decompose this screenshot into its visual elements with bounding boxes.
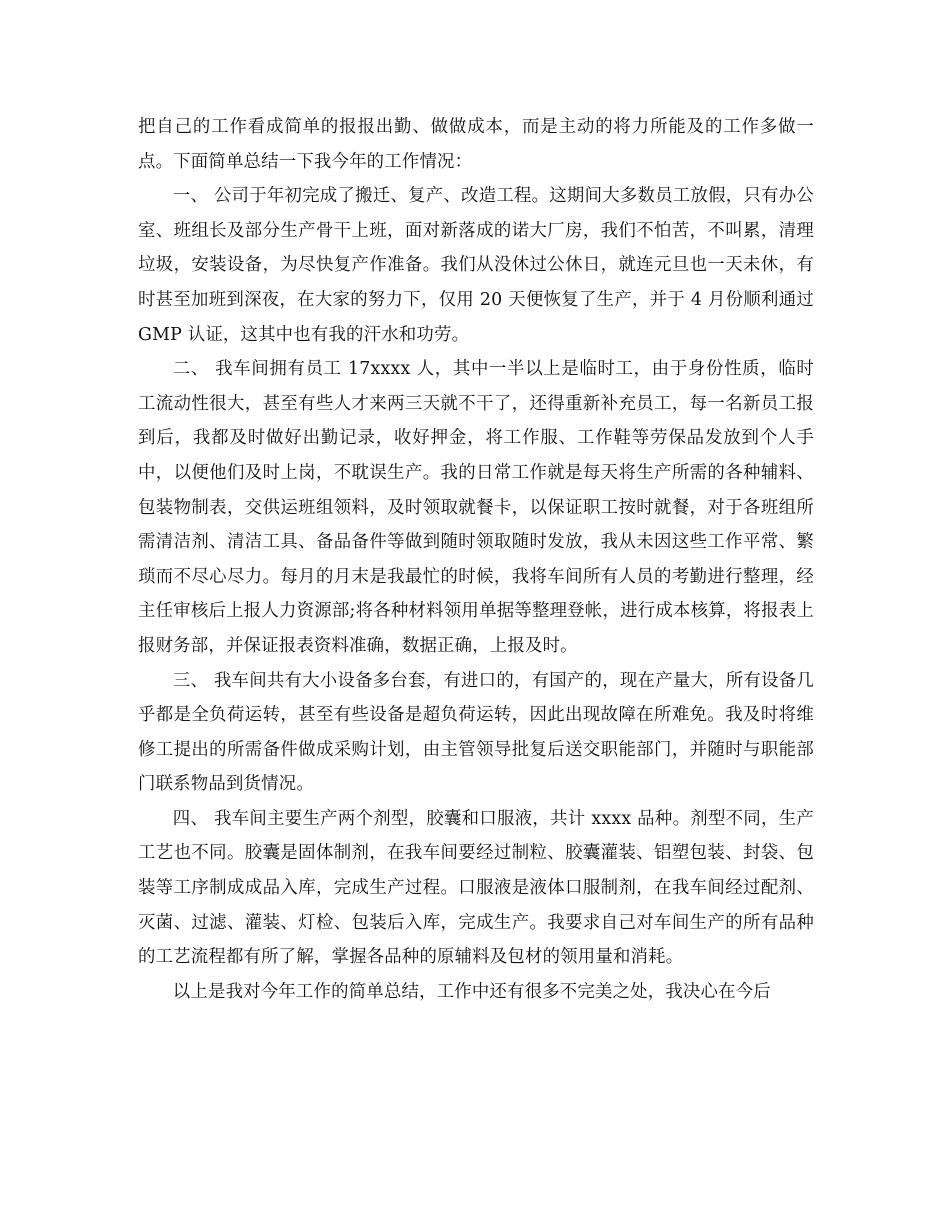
- paragraph-section-three: 三、 我车间共有大小设备多台套，有进口的，有国产的，现在产量大，所有设备几乎都是全负荷运转，甚至有些设备是超负荷运转，因此出现故障在所难免。我及时将维修工提出的所需备件做成采购计划，由主管领导批复后送交职能部门，并随时与职能部门联系物品到货情况。: [138, 670, 814, 795]
- paragraph-section-four: 四、 我车间主要生产两个剂型，胶囊和口服液，共计 xxxx 品种。剂型不同，生产工艺也不同。胶囊是固体制剂，在我车间要经过制粒、胶囊灌装、铝塑包装、封袋、包装等工序制成成品入库，完成生产过程。口服液是液体口服制剂，在我车间经过配剂、灭菌、过滤、灌装、灯检、包装后入库，完成生产。我要求自己对车间生产的所有品种的工艺流程都有所了解，掌握各品种的原辅料及包材的领用量和消耗。: [138, 808, 814, 968]
- paragraph-section-one: 一、 公司于年初完成了搬迁、复产、改造工程。这期间大多数员工放假，只有办公室、班组长及部分生产骨干上班，面对新落成的诺大厂房，我们不怕苦，不叫累，清理垃圾，安装设备，为尽快复产作准备。我们从没休过公休日，就连元旦也一天未休，有时甚至加班到深夜，在大家的努力下，仅用 20 天便恢复了生产，并于 4 月份顺利通过 GMP 认证，这其中也有我的汗水和功劳。: [138, 186, 814, 345]
- paragraph-continuation: 把自己的工作看成简单的报报出勤、做做成本，而是主动的将力所能及的工作多做一点。下面简单总结一下我今年的工作情况：: [138, 117, 814, 172]
- document-body: [138, 110, 814, 1009]
- paragraph-conclusion: 以上是我对今年工作的简单总结，工作中还有很多不完美之处，我决心在今后: [172, 981, 771, 1002]
- paragraph-section-two: 二、 我车间拥有员工 17xxxx 人，其中一半以上是临时工，由于身份性质，临时工流动性很大，甚至有些人才来两三天就不干了，还得重新补充员工，每一名新员工报到后，我都及时做好出勤记录，收好押金，将工作服、工作鞋等劳保品发放到个人手中，以便他们及时上岗，不耽误生产。我的日常工作就是每天将生产所需的各种辅料、包装物制表，交供运班组领料，及时领取就餐卡，以保证职工按时就餐，对于各班组所需清洁剂、清洁工具、备品备件等做到随时领取随时发放，我从未因这些工作平常、繁琐而不尽心尽力。每月的月末是我最忙的时候，我将车间所有人员的考勤进行整理，经主任审核后上报人力资源部;将各种材料领用单据等整理登帐，进行成本核算，将报表上报财务部，并保证报表资料准确，数据正确，上报及时。: [138, 359, 814, 656]
